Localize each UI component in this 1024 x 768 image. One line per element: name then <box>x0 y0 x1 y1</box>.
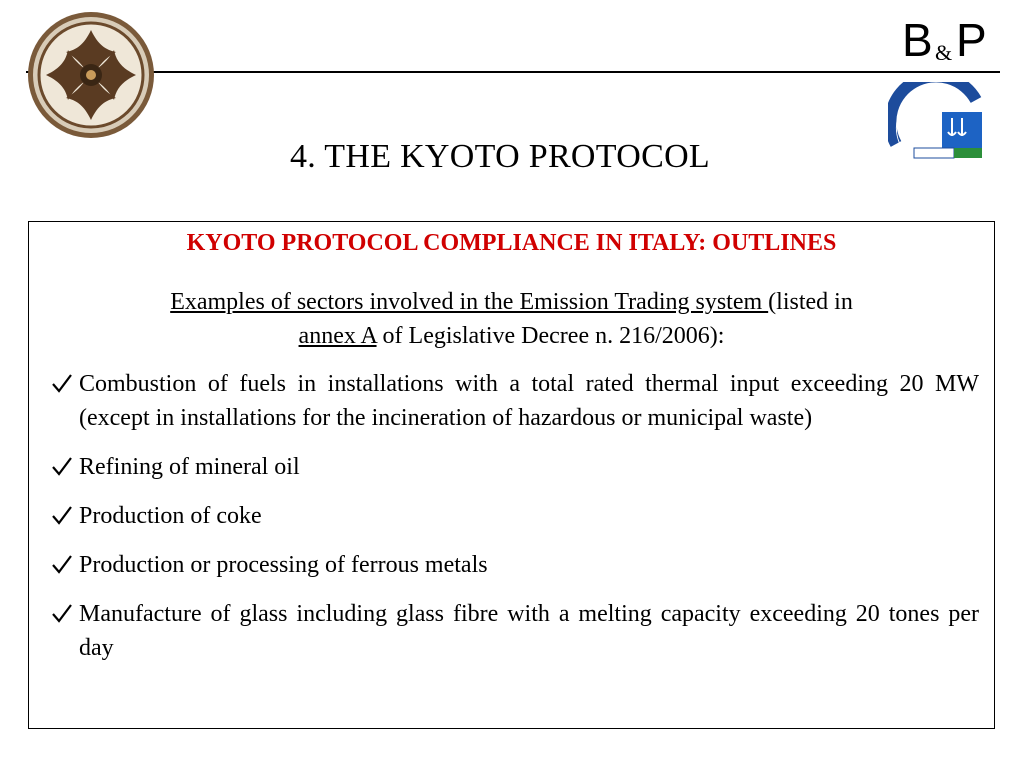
checkmark-icon <box>51 504 73 528</box>
sector-list <box>49 367 979 680</box>
svg-text:P: P <box>956 14 987 66</box>
list-item-text: Refining of mineral oil <box>79 454 300 480</box>
list-item-text: Production of coke <box>79 503 262 529</box>
list-item <box>49 548 979 582</box>
annex-link-text: annex A <box>298 323 377 349</box>
checkmark-icon <box>51 372 73 396</box>
header-rule <box>26 71 1000 73</box>
list-item <box>49 367 979 435</box>
checkmark-icon <box>51 602 73 626</box>
svg-text:B: B <box>902 14 933 66</box>
intro-text-end: of Legislative Decree n. 216/2006): <box>376 323 725 349</box>
intro-underlined-text: Examples of sectors involved in the Emission Trading system <box>170 289 769 315</box>
ornamental-medallion-icon <box>26 10 156 140</box>
content-box <box>28 221 995 729</box>
list-item-text: Manufacture of glass including glass fibre with a melting capacity exceeding 20 tones per day <box>79 601 979 661</box>
checkmark-icon <box>51 553 73 577</box>
list-item-text: Production or processing of ferrous metals <box>79 552 488 578</box>
list-item <box>49 597 979 665</box>
box-heading: KYOTO PROTOCOL COMPLIANCE IN ITALY: OUTLINES <box>186 230 837 256</box>
page-title: 4. THE KYOTO PROTOCOL <box>290 138 710 175</box>
checkmark-icon <box>51 455 73 479</box>
list-item-text: Combustion of fuels in installations with a total rated thermal input exceeding 20 MW (except in installations for the incineration of hazardous or municipal waste) <box>79 371 979 431</box>
bp-logo-icon <box>902 8 992 70</box>
list-item <box>49 499 979 533</box>
intro-text: (listed in <box>768 289 853 315</box>
list-item <box>49 450 979 484</box>
intro-paragraph <box>59 285 964 353</box>
svg-text:&: & <box>935 40 953 65</box>
